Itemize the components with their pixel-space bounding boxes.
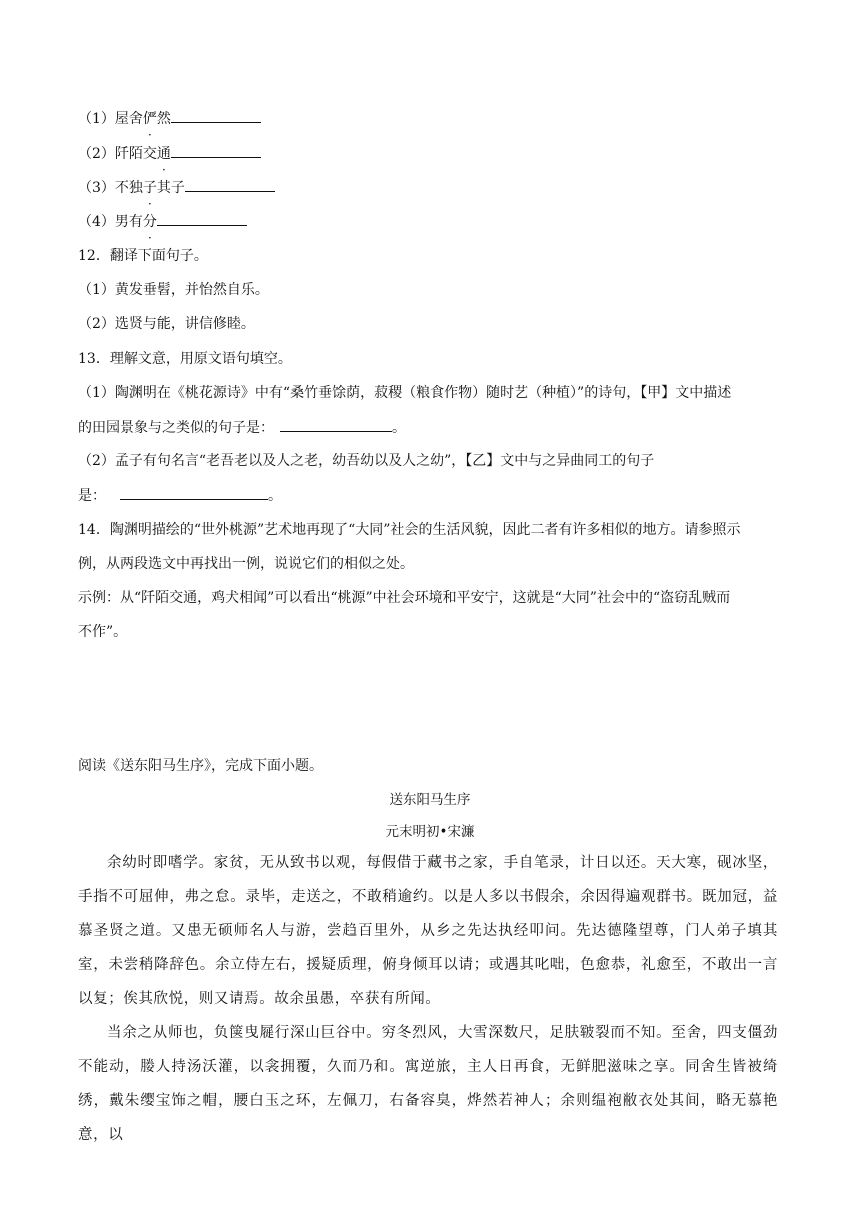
period: 。 [392, 420, 406, 436]
answer-blank[interactable] [185, 177, 275, 192]
q11-item-3 [78, 177, 275, 198]
q14-example-line2: 不作”。 [78, 624, 128, 640]
q12-item-1: （1）黄发垂髫，并怡然自乐。 [78, 282, 269, 298]
item-text: 屋舍 [114, 111, 143, 127]
q13-part1-line1: （1）陶渊明在《桃花源诗》中有“桑竹垂馀荫，菽稷（粮食作物）随时艺（种植）”的诗句，【甲】文中描述 [78, 385, 732, 401]
item-number: （4） [78, 214, 115, 230]
item-text: 其子 [156, 180, 185, 196]
period: 。 [268, 488, 282, 504]
dotted-char: 子 [142, 180, 157, 196]
q12-title: 12．翻译下面句子。 [78, 248, 208, 264]
passage-author: 元末明初•宋濂 [385, 824, 475, 840]
q13-part2-line2 [78, 485, 282, 506]
item-text: 不独 [114, 180, 143, 196]
answer-blank[interactable] [171, 108, 261, 123]
prompt-text: 的田园景象与之类似的句子是： [78, 420, 274, 436]
q14-line2: 例，从两段选文中再找出一例，说说它们的相似之处。 [78, 556, 414, 572]
dotted-char: 通 [156, 146, 171, 162]
q11-item-4 [78, 211, 247, 232]
answer-blank[interactable] [120, 485, 268, 500]
passage-title: 送东阳马生序 [389, 792, 471, 808]
reading-intro: 阅读《送东阳马生序》，完成下面小题。 [78, 758, 323, 774]
answer-blank[interactable] [171, 143, 261, 158]
item-text: 男有 [114, 214, 143, 230]
dotted-char: 分 [142, 214, 157, 230]
item-number: （3） [78, 180, 115, 196]
q14-example-line1: 示例：从“阡陌交通，鸡犬相闻”可以看出“桃源”中社会环境和平安宁，这就是“大同”社会中的“盗窃乱贼而 [78, 590, 731, 606]
item-number: （2） [78, 146, 115, 162]
passage-paragraph-1: 余幼时即嗜学。家贫，无从致书以观，每假借于藏书之家，手自笔录，计日以还。天大寒，砚冰坚，手指不可屈伸，弗之怠。录毕，走送之，不敢稍逾约。以是人多以书假余，余因得遍观群书。既加冠，益慕圣贤之道。又患无硕师名人与游，尝趋百里外，从乡之先达执经叩问。先达德隆望尊，门人弟子填其室，未尝稍降辞色。余立侍左右，援疑质理，俯身倾耳以请；或遇其叱咄，色愈恭，礼愈至，不敢出一言以复；俟其欣悦，则又请焉。故余虽愚，卒获有所闻。 [78, 855, 778, 1007]
item-text: 然 [156, 111, 171, 127]
answer-blank[interactable] [157, 211, 247, 226]
q13-title: 13．理解文意，用原文语句填空。 [78, 351, 292, 367]
item-number: （1） [78, 111, 115, 127]
q13-part1-line2 [78, 417, 406, 438]
q11-item-1 [78, 108, 261, 129]
prompt-text: 是： [78, 488, 106, 504]
passage-paragraph-2: 当余之从师也，负箧曳屣行深山巨谷中。穷冬烈风，大雪深数尺，足肤皲裂而不知。至舍，四支僵劲不能动，媵人持汤沃灌，以衾拥覆，久而乃和。寓逆旅，主人日再食，无鲜肥滋味之享。同舍生皆被绮绣，戴朱缨宝饰之帽，腰白玉之环，左佩刀，右备容臭，烨然若神人；余则缊袍敝衣处其间，略无慕艳意，以 [78, 1025, 778, 1143]
dotted-char: 俨 [142, 111, 157, 127]
answer-blank[interactable] [280, 417, 392, 432]
q12-item-2: （2）选贤与能，讲信修睦。 [78, 316, 255, 332]
q13-part2-line1: （2）孟子有句名言“老吾老以及人之老，幼吾幼以及人之幼”，【乙】文中与之异曲同工的句子 [78, 453, 655, 469]
q14-line1: 14．陶渊明描绘的“世外桃源”艺术地再现了“大同”社会的生活风貌，因此二者有许多相似的地方。请参照示 [78, 522, 741, 538]
item-text: 阡陌交 [114, 146, 157, 162]
q11-item-2 [78, 143, 261, 164]
